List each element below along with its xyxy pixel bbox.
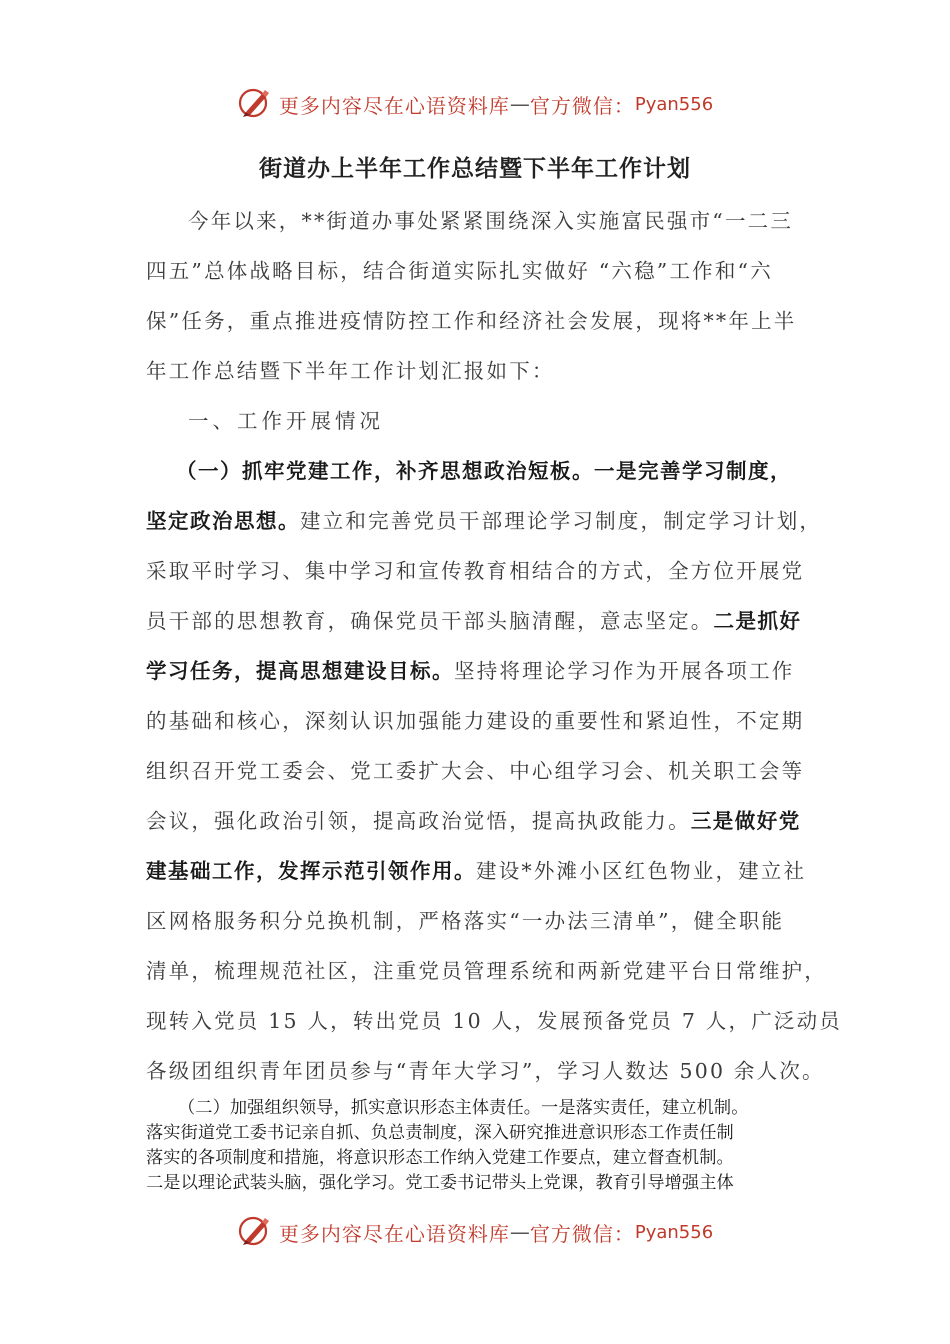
part1-line bbox=[146, 596, 806, 646]
part2-line: 二是以理论武装头脑，强化学习。党工委书记带头上党课，教育引导增强主体 bbox=[146, 1173, 734, 1193]
part1-line bbox=[146, 496, 823, 546]
part1-line: 的基础和核心，深刻认识加强能力建设的重要性和紧迫性，不定期 bbox=[146, 709, 805, 733]
bottom-watermark-banner bbox=[0, 1212, 950, 1252]
banner-dash: — bbox=[509, 92, 530, 116]
part1-subheading-bold: 三是做好党 bbox=[690, 809, 801, 833]
part1-text: 建立和完善党员干部理论学习制度，制定学习计划， bbox=[300, 509, 823, 533]
part2-line: （二）加强组织领导，抓实意识形态主体责任。一是落实责任，建立机制。 bbox=[178, 1098, 749, 1118]
intro-line: 年工作总结暨下半年工作计划汇报如下： bbox=[146, 359, 555, 383]
banner-wechat-label: 官方微信： bbox=[529, 93, 635, 118]
pen-logo-icon bbox=[237, 86, 273, 122]
part1-subheading-bold: 二是抓好 bbox=[713, 609, 802, 633]
banner-text: 更多内容尽在心语资料库 bbox=[278, 1221, 510, 1246]
banner-dash: — bbox=[509, 1220, 530, 1244]
part1-line bbox=[146, 796, 806, 846]
part1-line: 区网格服务积分兑换机制，严格落实“一办法三清单”，健全职能 bbox=[146, 909, 785, 933]
part1-line bbox=[146, 646, 806, 696]
banner-wechat-id: Pyan556 bbox=[634, 1221, 714, 1243]
section1-heading: 一、工作开展情况 bbox=[188, 409, 384, 433]
part1-line: 现转入党员 15 人，转出党员 10 人，发展预备党员 7 人，广泛动员 bbox=[146, 1009, 843, 1033]
intro-line: 今年以来，**街道办事处紧紧围绕深入实施富民强市“一二三 bbox=[188, 209, 794, 233]
pen-logo-icon bbox=[237, 1214, 273, 1250]
part2-paragraph bbox=[146, 1096, 818, 1196]
top-watermark-banner bbox=[0, 84, 950, 124]
part1-subheading-bold: 建基础工作，发挥示范引领作用。 bbox=[146, 859, 476, 883]
part2-line: 落实的各项制度和措施，将意识形态工作纳入党建工作要点，建立督查机制。 bbox=[146, 1148, 734, 1168]
part1-line: 各级团组织青年团员参与“青年大学习”，学习人数达 500 余人次。 bbox=[146, 1059, 825, 1083]
part1-text: 员干部的思想教育，确保党员干部头脑清醒，意志坚定。 bbox=[146, 609, 714, 633]
part1-line: 采取平时学习、集中学习和宣传教育相结合的方式，全方位开展党 bbox=[146, 559, 805, 583]
intro-line: 四五”总体战略目标，结合街道实际扎实做好 “六稳”工作和“六 bbox=[146, 259, 773, 283]
part1-line: 组织召开党工委会、党工委扩大会、中心组学习会、机关职工会等 bbox=[146, 759, 805, 783]
part1-heading-bold: （一）抓牢党建工作，补齐思想政治短板。一是完善学习制度， bbox=[176, 459, 792, 483]
part1-text: 会议，强化政治引领，提高政治觉悟，提高执政能力。 bbox=[146, 809, 691, 833]
part2-line: 落实街道党工委书记亲自抓、负总责制度，深入研究推进意识形态工作责任制 bbox=[146, 1123, 734, 1143]
part1-line bbox=[146, 846, 806, 896]
document-body bbox=[146, 196, 843, 1096]
banner-text: 更多内容尽在心语资料库 bbox=[278, 93, 510, 118]
part1-text: 坚持将理论学习作为开展各项工作 bbox=[454, 659, 795, 683]
part1-heading-line bbox=[146, 446, 806, 496]
part1-text: 建设*外滩小区红色物业，建立社 bbox=[476, 859, 807, 883]
intro-line: 保”任务，重点推进疫情防控工作和经济社会发展，现将**年上半 bbox=[146, 309, 797, 333]
part1-line: 清单，梳理规范社区，注重党员管理系统和两新党建平台日常维护， bbox=[146, 959, 827, 983]
banner-wechat-label: 官方微信： bbox=[529, 1221, 635, 1246]
document-title: 街道办上半年工作总结暨下半年工作计划 bbox=[259, 156, 691, 182]
banner-wechat-id: Pyan556 bbox=[634, 93, 714, 115]
part1-subheading-bold: 坚定政治思想。 bbox=[146, 509, 300, 533]
part1-subheading-bold: 学习任务，提高思想建设目标。 bbox=[146, 659, 454, 683]
